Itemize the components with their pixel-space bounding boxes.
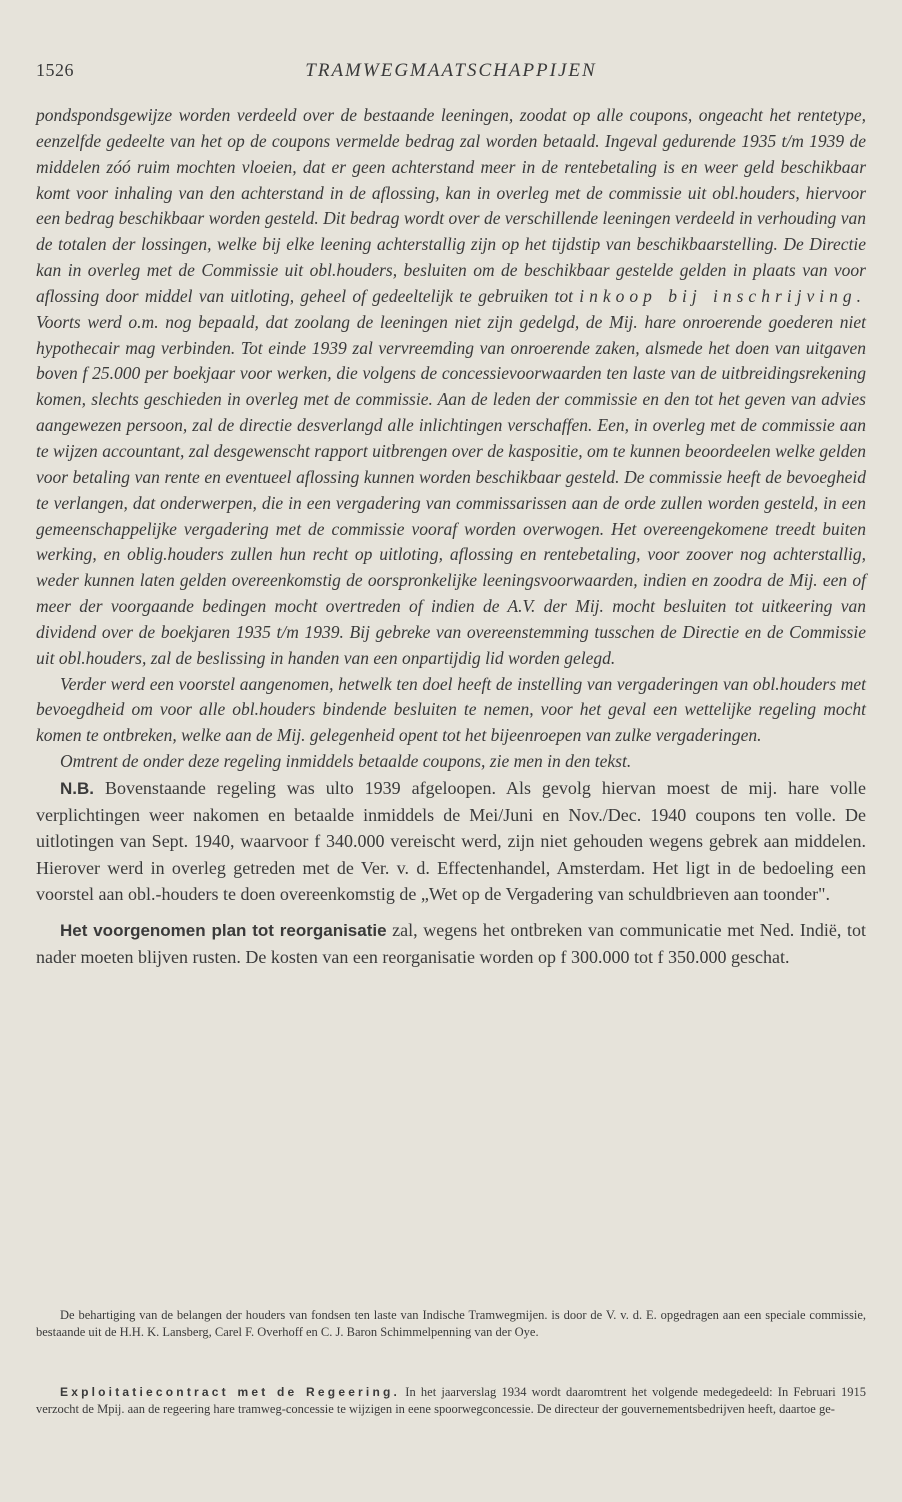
exploitation-section [36, 1384, 866, 1417]
exploitation-text: In het jaarverslag 1934 wordt daaromtrent het volgende medegedeeld: In Februari 1915 verzocht de Mpij. aan de regeering hare tramweg-concessie te wijzigen in eene spoorwegconcessie. De directeur der gouvernementsbedrijven heeft, daartoe ge- [36, 1385, 866, 1416]
plan-paragraph [36, 917, 866, 970]
page-header [36, 60, 866, 90]
plan-text: zal, wegens het ontbreken van communicatie met Ned. Indië, tot nader moeten blijven rusten. De kosten van een reorganisatie worden op f 300.000 tot f 350.000 geschat. [36, 919, 866, 968]
running-title: TRAMWEGMAATSCHAPPIJEN [305, 60, 597, 81]
regulation-paragraph [36, 103, 866, 672]
body-text [36, 103, 866, 970]
coupons-paragraph: Omtrent de onder deze regeling inmiddels betaalde coupons, zie men in den tekst. [60, 751, 632, 772]
italic-section [36, 103, 866, 775]
regulation-text-1: pondspondsgewijze worden verdeeld over de bestaande leeningen, zoodat op alle coupons, ongeacht het rentetype, eenzelfde gedeelte van het op de coupons vermelde bedrag zal worden betaald. Ingeval gedurende 1935 t/m 1939 de middelen zóó ruim mochten vloeien, dat er geen achterstand meer in de rentebetaling is en weer geld beschikbaar komt voor inhaling van den achterstand in de aflossing, kan in overleg met de commissie uit obl.houders, hiervoor een bedrag beschikbaar worden gesteld. Dit bedrag wordt over de verschillende leeningen verdeeld in verhouding van de totalen der lossingen, welke bij elke leening achterstallig zijn op het tijdstip van beschikbaarstelling. De Directie kan in overleg met de Commissie uit obl.houders, besluiten om de beschikbaar gestelde gelden in plaats van voor aflossing door middel van uitloting, geheel of gedeeltelijk te gebruiken tot [36, 105, 866, 306]
nb-paragraph [36, 775, 866, 907]
meeting-paragraph: Verder werd een voorstel aangenomen, hetwelk ten doel heeft de instelling van vergaderingen van obl.houders met bevoegdheid om voor alle obl.houders bindende besluiten te nemen, voor het geval een wettelijke regeling mocht komen te ontbreken, welke aan de Mij. gelegenheid opent tot het bijeenroepen van zulke vergaderingen. [36, 673, 866, 746]
regulation-text-2: Voorts werd o.m. nog bepaald, dat zoolang de leeningen niet zijn gedelgd, de Mij. hare onroerende goederen niet hypothecair mag verbinden. Tot einde 1939 zal vervreemding van onroerende zaken, alsmede het doen van uitgaven boven f 25.000 per boekjaar voor werken, die volgens de concessievoorwaarden ten laste van de uitbreidingsrekening komen, slechts geschieden in overleg met de commissie. Aan de leden der commissie en den tot het geven van advies aangewezen persoon, zal de directie desverlangd alle inlichtingen verschaffen. Een, in overleg met de commissie aan te wijzen accountant, zal desgewenscht rapport uitbrengen over de kaspositie, om te kunnen beoordeelen welke gelden voor betaling van rente en eventueel aflossing kunnen worden beschikbaar gesteld. De commissie heeft de bevoegheid te verlangen, dat onderwerpen, die in een vergadering van commissarissen aan de orde zullen worden gesteld, in een gemeenschappelijke vergadering met de commissie vooraf worden overwogen. Het overeengekomene treedt buiten werking, en oblig.houders zullen hun recht op uitloting, aflossing en rentebetaling, voor zoover nog achterstallig, weder kunnen laten gelden overeenkomstig de oorspronkelijke leeningsvoorwaarden, indien en zoodra de Mij. een of meer der voorgaande bedingen mocht overtreden of indien de A.V. der Mij. mocht besluiten tot uitkeering van dividend over de boekjaren 1935 t/m 1939. Bij gebreke van overeenstemming tusschen de Directie en de Commissie uit obl.houders, zal de beslissing in handen van een onpartijdig lid worden gelegd. [36, 311, 866, 668]
nb-text: Bovenstaande regeling was ulto 1939 afgeloopen. Als gevolg hiervan moest de mij. hare volle verplichtingen weer nakomen en betaalde inmiddels de Mei/Juni en Nov./Dec. 1940 coupons ten volle. De uitlotingen van Sept. 1940, waarvoor f 340.000 vereischt werd, zijn niet gehouden wegens gebrek aan middelen. Hierover werd in overleg getreden met de Ver. v. d. Effectenhandel, Amsterdam. Het ligt in de bedoeling een voorstel aan obl.-houders te doen overeenkomstig de „Wet op de Vergadering van schuldbrieven aan toonder". [36, 777, 866, 904]
footnote: De behartiging van de belangen der houders van fondsen ten laste van Indische Tramwegmijen. is door de V. v. d. E. opgedragen aan een speciale commissie, bestaande uit de H.H. K. Lansberg, Carel F. Overhoff en C. J. Baron Schimmelpenning van der Oye. [36, 1308, 866, 1339]
roman-section [36, 775, 866, 970]
exploitation-heading: Exploitatiecontract met de Regeering. [60, 1385, 401, 1399]
page-number: 1526 [36, 60, 74, 80]
plan-lead: Het voorgenomen plan tot reorganisatie [60, 920, 387, 940]
spaced-phrase: inkoop bij inschrijving. [579, 285, 866, 306]
nb-lead: N.B. [60, 778, 94, 798]
